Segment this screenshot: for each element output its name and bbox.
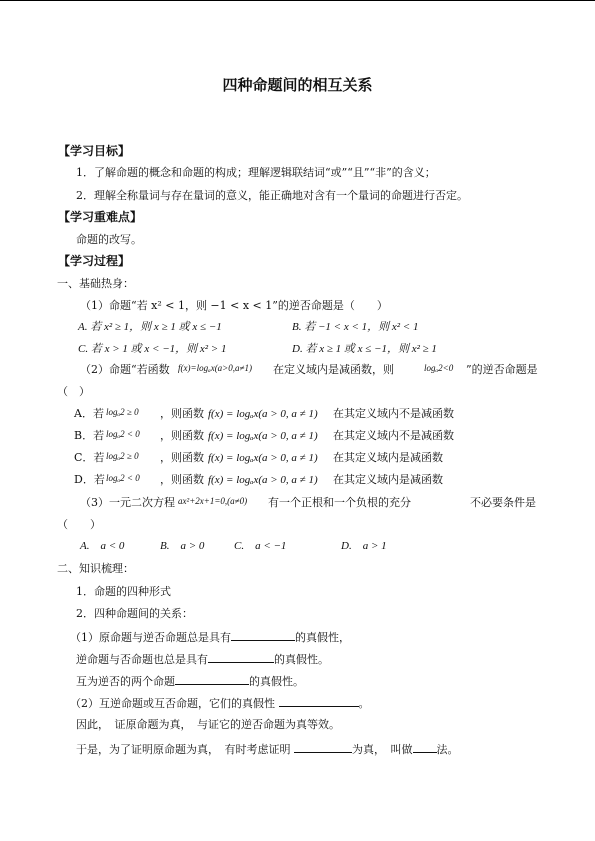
q2-option-d-func: f(x) = logₐx(a > 0, a ≠ 1) — [208, 474, 318, 486]
goals-header: 【学习目标】 — [58, 144, 131, 158]
q2-option-c-cond: logₐ2 ≥ 0 — [106, 451, 139, 461]
relation-4 — [70, 695, 370, 711]
q2-option-a-func: f(x) = logₐx(a > 0, a ≠ 1) — [208, 408, 318, 420]
part2-heading: 二、知识梳理： — [57, 562, 134, 575]
goal-2: 2．理解全称量词与存在量词的意义，能正确地对含有一个量词的命题进行否定。 — [76, 189, 468, 202]
q3-option-d: D. a > 1 — [341, 540, 387, 552]
relation-4-text: （2）互逆命题或互否命题，它们的真假性 — [70, 697, 275, 710]
part1-heading: 一、基础热身： — [57, 277, 134, 290]
q2-option-c-prefix: C．若 — [74, 451, 105, 464]
q2-option-a-cond: logₐ2 ≥ 0 — [106, 407, 139, 417]
q3-option-c: C. a < −1 — [234, 540, 287, 552]
question-3-part-a: （3）一元二次方程 — [80, 496, 175, 509]
q2-option-d-prefix: D．若 — [74, 473, 105, 486]
q3-option-b: B. a > 0 — [160, 540, 205, 552]
relation-1-tail: 的真假性， — [295, 631, 350, 644]
q1-option-c: C. 若 x > 1 或 x < −1，则 x² > 1 — [78, 343, 227, 355]
relation-4-tail: 。 — [358, 697, 370, 710]
question-1: （1）命题“若 x² < 1，则 −1 < x < 1”的逆否命题是（ ） — [80, 299, 388, 312]
q2-option-a-post: 在其定义域内不是减函数 — [333, 407, 454, 420]
relation-6-blank-2[interactable] — [413, 741, 437, 753]
relation-6-tail: 法。 — [436, 743, 459, 756]
relation-6-blank-1[interactable] — [294, 741, 352, 753]
relation-6-mid: 为真， 叫做 — [352, 743, 413, 756]
question-2-part-c: ”的逆否命题是 — [466, 363, 538, 376]
relation-3-blank[interactable] — [175, 673, 249, 685]
q1-option-b: B. 若 −1 < x < 1，则 x² < 1 — [292, 321, 419, 333]
goal-1: 1．了解命题的概念和命题的构成；理解逻辑联结词“或”“且”“非”的含义； — [76, 166, 436, 179]
process-header: 【学习过程】 — [58, 254, 131, 268]
knowledge-item-1: 1．命题的四种形式 — [76, 585, 171, 598]
key-points-header: 【学习重难点】 — [58, 210, 143, 224]
q2-option-b-cond: logₐ2 < 0 — [106, 429, 140, 439]
q2-option-a-mid: ，则函数 — [160, 407, 204, 420]
relation-2-text: 逆命题与否命题也总是具有 — [76, 653, 208, 666]
q2-option-b-func: f(x) = logₐx(a > 0, a ≠ 1) — [208, 430, 318, 442]
relation-3-text: 互为逆否的两个命题 — [76, 675, 175, 688]
knowledge-item-2: 2．四种命题间的关系： — [76, 607, 193, 620]
question-3-paren: （ ） — [57, 518, 101, 531]
relation-1 — [70, 629, 350, 645]
q1-option-d: D. 若 x ≥ 1 或 x ≤ −1，则 x² ≥ 1 — [292, 343, 437, 355]
question-3-part-b: 有一个正根和一个负根的充分 — [268, 496, 411, 509]
question-2-formula: f(x)=logₐx(a>0,a≠1) — [178, 363, 252, 373]
q1-option-a: A. 若 x² ≥ 1，则 x ≥ 1 或 x ≤ −1 — [78, 321, 222, 333]
relation-3 — [76, 673, 304, 689]
question-3-part-c: 不必要条件是 — [470, 496, 536, 509]
question-2-formula-2: logₐ2<0 — [424, 363, 454, 373]
top-border — [0, 0, 595, 1]
q2-option-c-func: f(x) = logₐx(a > 0, a ≠ 1) — [208, 452, 318, 464]
page-title: 四种命题间的相互关系 — [222, 76, 373, 94]
relation-2 — [76, 651, 329, 667]
q2-option-b-post: 在其定义域内不是减函数 — [333, 429, 454, 442]
q2-option-c-post: 在其定义域内是减函数 — [333, 451, 443, 464]
q3-option-a: A. a < 0 — [80, 540, 125, 552]
relation-3-tail: 的真假性。 — [249, 675, 304, 688]
question-2-part-a: （2）命题“若函数 — [80, 363, 170, 376]
relation-2-blank[interactable] — [208, 651, 274, 663]
q2-option-b-prefix: B．若 — [74, 429, 105, 442]
relation-6-text: 于是，为了证明原命题为真， 有时考虑证明 — [76, 743, 291, 756]
relation-1-text: （1）原命题与逆否命题总是具有 — [70, 631, 231, 644]
relation-5: 因此， 证原命题为真， 与证它的逆否命题为真等效。 — [76, 718, 340, 731]
q2-option-a-prefix: A．若 — [74, 407, 104, 420]
relation-4-blank[interactable] — [279, 695, 359, 707]
key-points-text: 命题的改写。 — [76, 233, 142, 246]
q2-option-d-cond: logₐ2 < 0 — [106, 473, 140, 483]
q2-option-d-mid: ，则函数 — [160, 473, 204, 486]
question-2-paren: （ ） — [57, 385, 90, 398]
question-3-formula: ax²+2x+1=0,(a≠0) — [178, 496, 248, 506]
relation-6 — [76, 741, 459, 757]
relation-1-blank[interactable] — [231, 629, 295, 641]
q2-option-b-mid: ，则函数 — [160, 429, 204, 442]
q2-option-d-post: 在其定义域内是减函数 — [333, 473, 443, 486]
relation-2-tail: 的真假性。 — [274, 653, 329, 666]
q2-option-c-mid: ，则函数 — [160, 451, 204, 464]
question-2-part-b: 在定义域内是减函数，则 — [273, 363, 394, 376]
